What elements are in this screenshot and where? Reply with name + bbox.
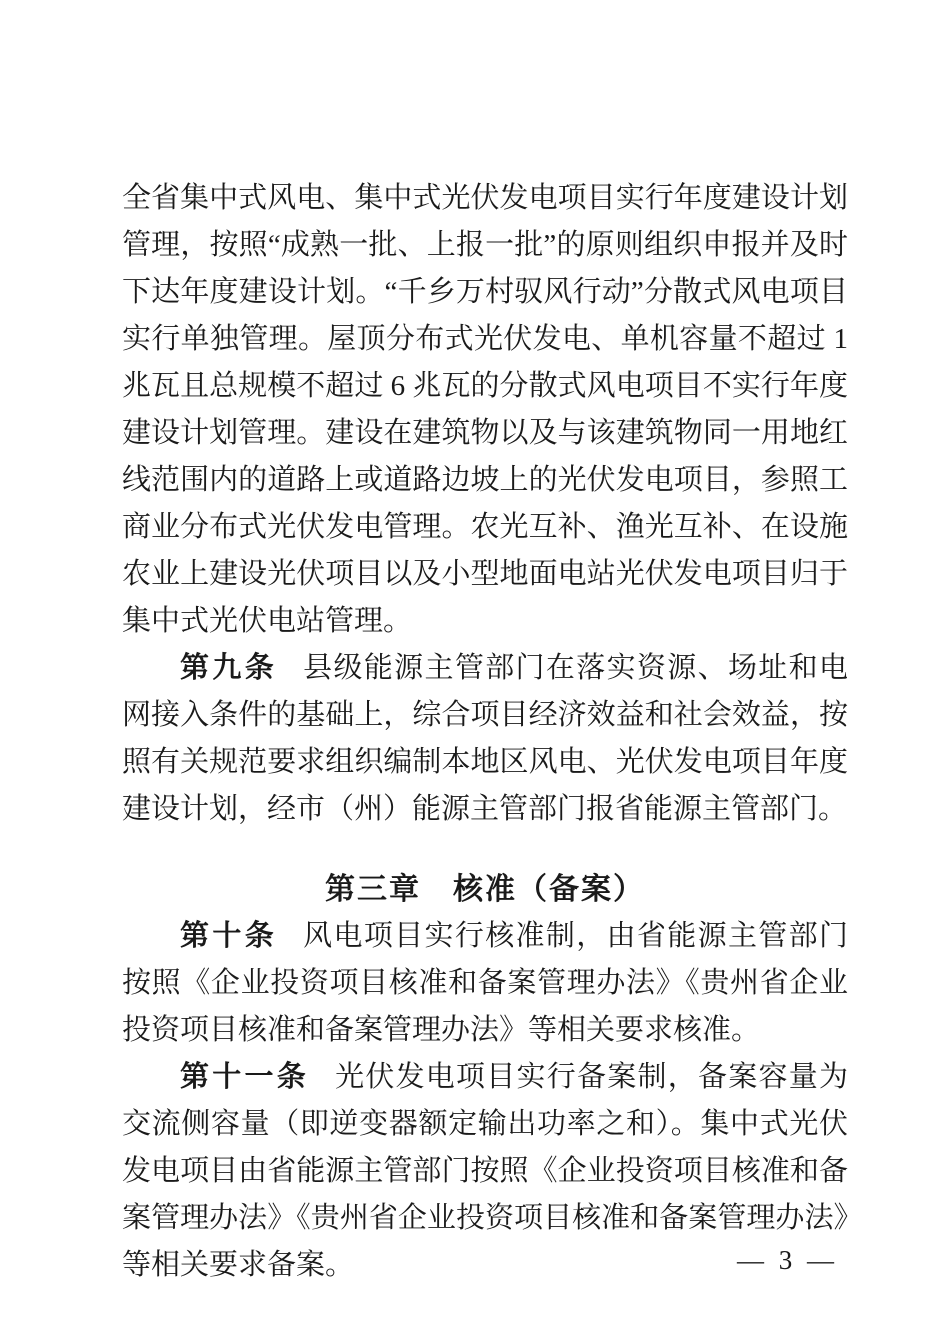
article-11-label: 第十一条	[180, 1061, 309, 1093]
paragraph-continuation: 全省集中式风电、集中式光伏发电项目实行年度建设计划管理，按照“成熟一批、上报一批”的原则组织申报并及时下达年度建设计划。“千乡万村驭风行动”分散式风电项目实行单独管理。屋顶分布式光伏发电、单机容量不超过 1 兆瓦且总规模不超过 6 兆瓦的分散式风电项目不实行年度建设计划管理。建设在建筑物以及与该建筑物同一用地红线范围内的道路上或道路边坡上的光伏发电项目，参照工商业分布式光伏发电管理。农光互补、渔光互补、在设施农业上建设光伏项目以及小型地面电站光伏发电项目归于集中式光伏电站管理。	[122, 182, 848, 637]
page-number: — 3 —	[737, 1245, 838, 1275]
paragraph-article-10	[122, 913, 848, 1054]
article-10-text: 风电项目实行核准制，由省能源主管部门按照《企业投资项目核准和备案管理办法》《贵州省企业投资项目核准和备案管理办法》等相关要求核准。	[122, 920, 848, 1046]
paragraph-article-9	[122, 645, 848, 833]
article-9-label: 第九条	[180, 652, 278, 684]
article-9-text: 县级能源主管部门在落实资源、场址和电网接入条件的基础上，综合项目经济效益和社会效益，按照有关规范要求组织编制本地区风电、光伏发电项目年度建设计划，经市（州）能源主管部门报省能源主管部门。	[122, 652, 848, 825]
article-11-text: 光伏发电项目实行备案制，备案容量为交流侧容量（即逆变器额定输出功率之和）。集中式光伏发电项目由省能源主管部门按照《企业投资项目核准和备案管理办法》《贵州省企业投资项目核准和备案管理办法》等相关要求备案。	[122, 1061, 848, 1281]
document-body	[122, 0, 848, 1289]
chapter-3-heading: 第三章 核准（备案）	[325, 873, 645, 906]
article-10-label: 第十条	[180, 920, 278, 952]
